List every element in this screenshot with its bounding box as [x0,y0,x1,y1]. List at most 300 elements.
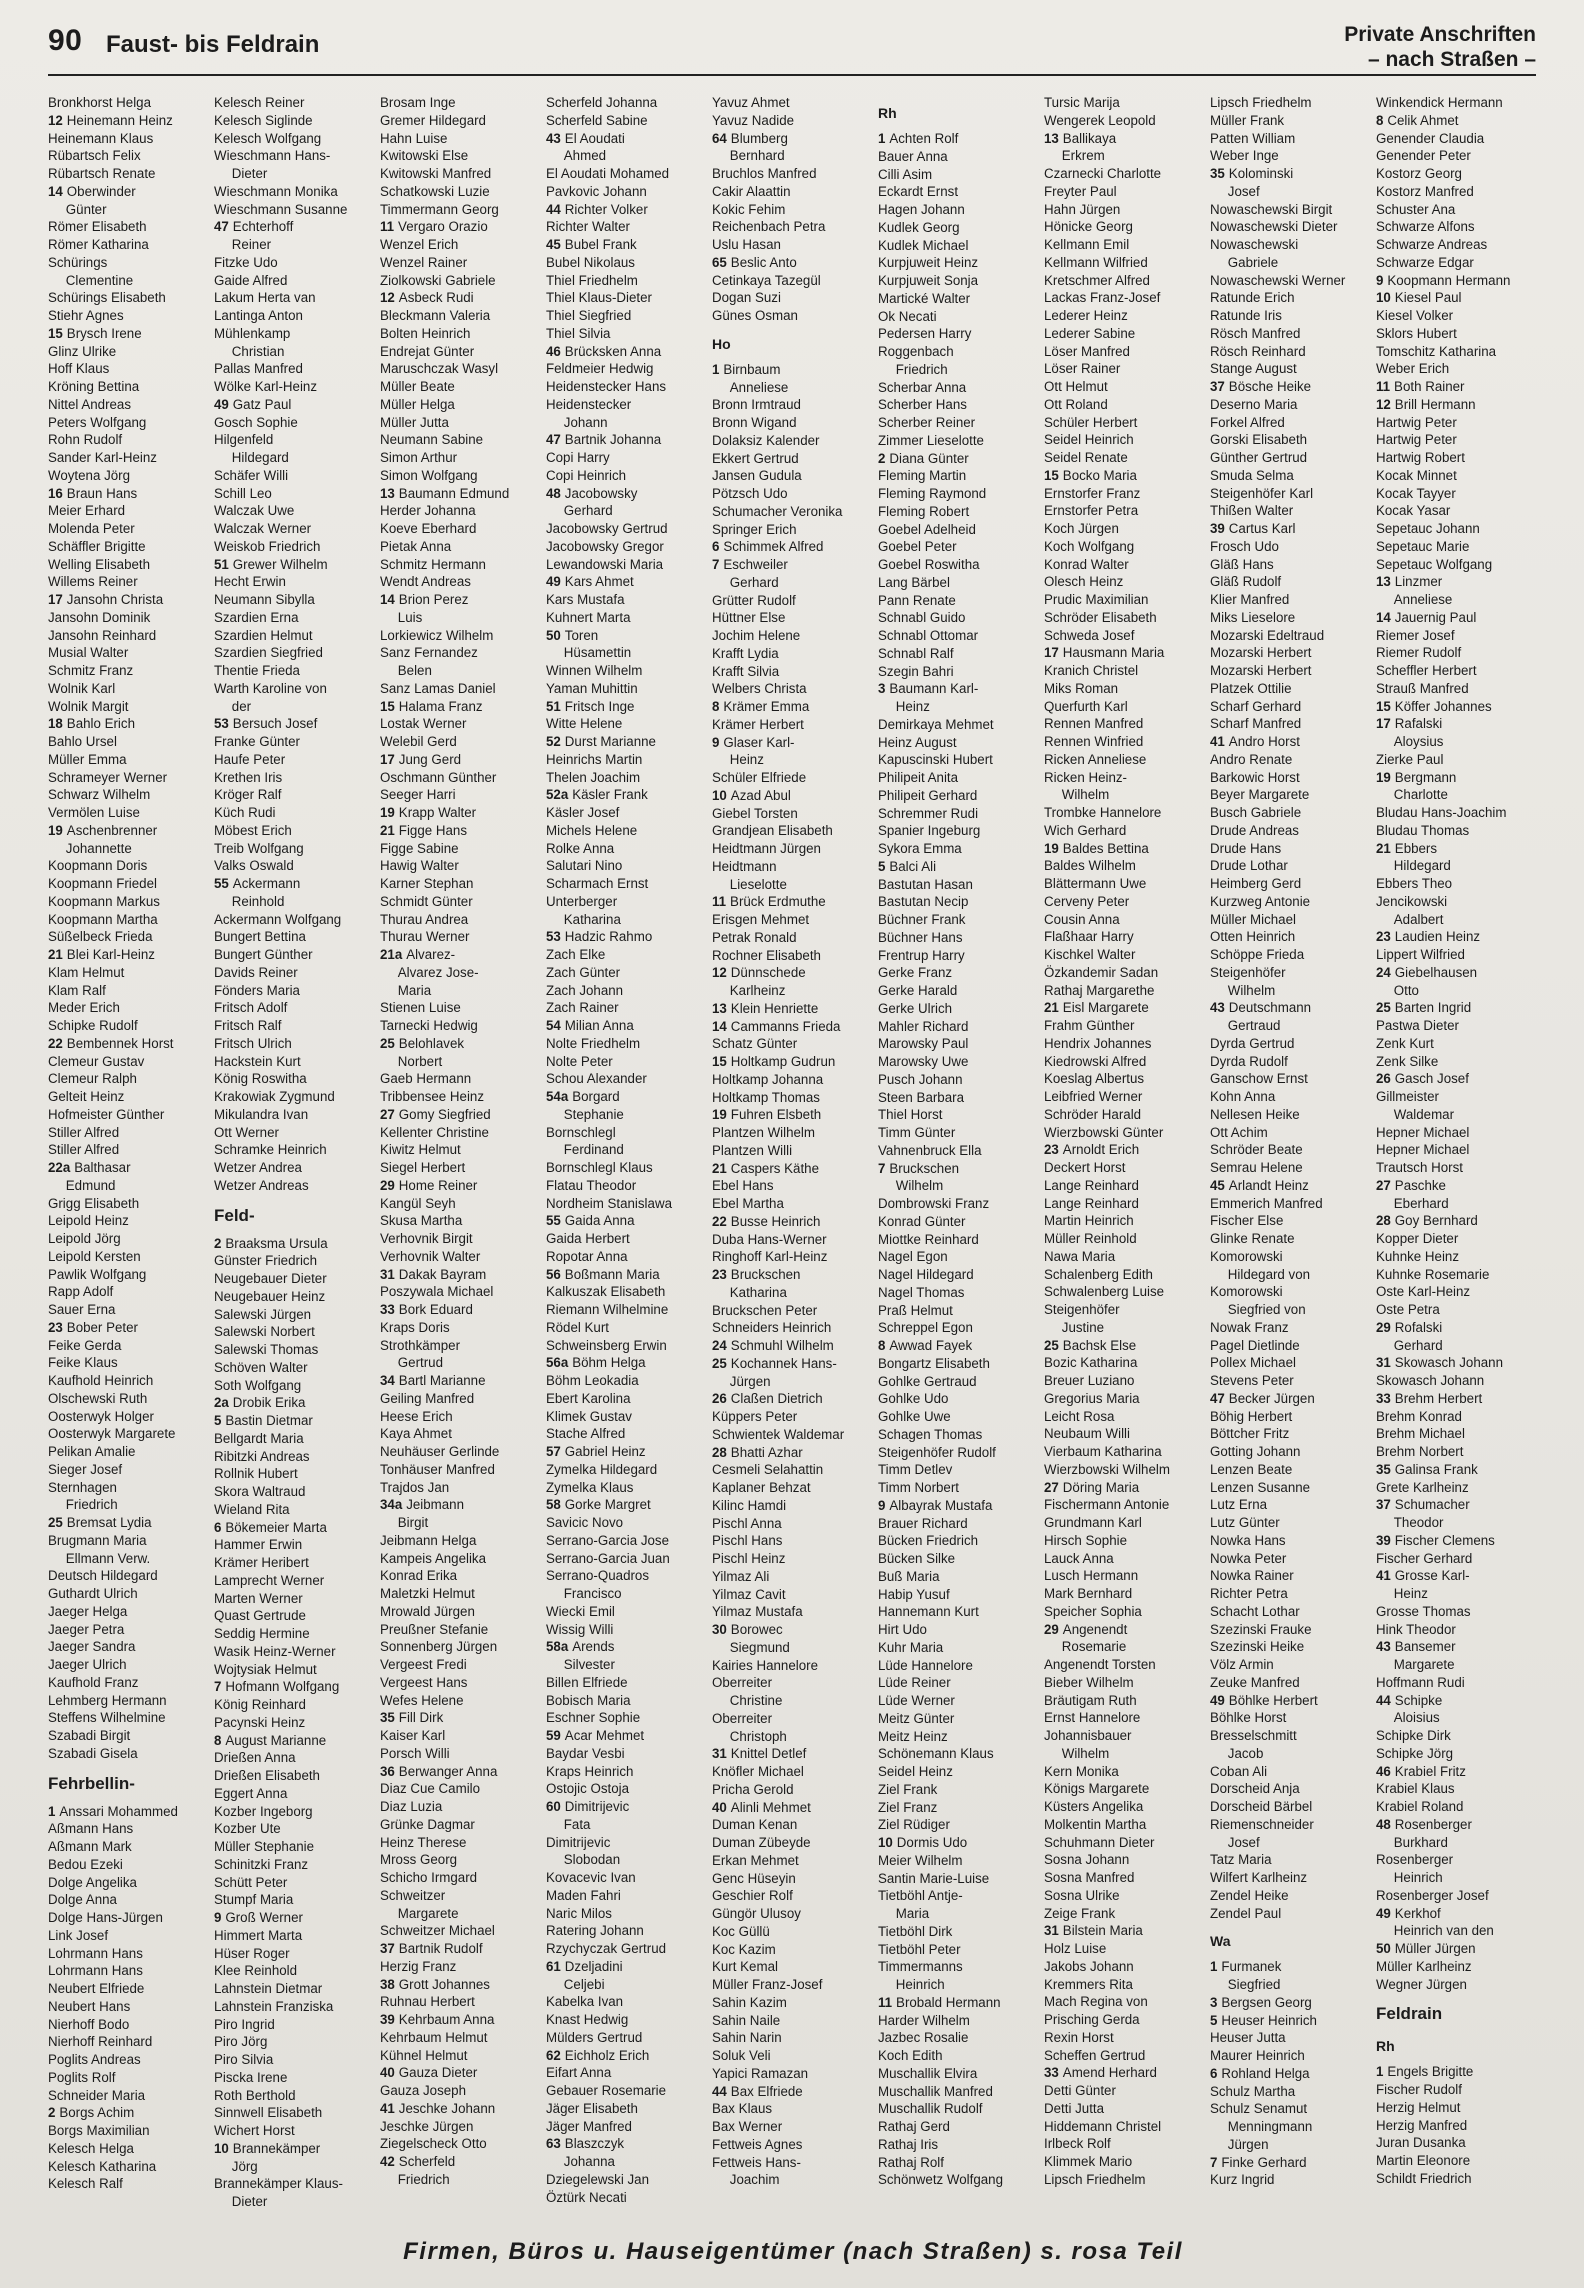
resident-entry: Schweitzer [380,1887,446,1903]
house-number: 56a [546,1355,569,1371]
resident-entry: 27 Paschke [1376,1177,1446,1193]
resident-entry: Riemer Josef [1376,627,1455,643]
resident-entry: Rexin Horst [1044,2029,1114,2045]
resident-entry: Ratunde Erich [1210,290,1295,306]
house-number: 18 [48,716,63,732]
resident-entry: Sklors Hubert [1376,325,1457,341]
resident-entry: Ebel Hans [712,1178,774,1194]
resident-entry: Richter Petra [1210,1586,1288,1601]
resident-entry: Wölke Karl-Heinz [214,379,317,394]
house-number: 23 [1376,929,1391,945]
entry-continuation: Birgit [397,1515,429,1530]
house-number: 46 [1376,1763,1391,1779]
resident-entry: Gaeb Hermann [380,1071,472,1087]
resident-entry: Ernst Hannelore [1044,1710,1141,1726]
resident-entry: Schmitz Franz [48,663,134,678]
entry-continuation: Dieter [231,166,268,181]
resident-entry: Drießen Elisabeth [214,1768,320,1783]
house-number: 53 [546,929,561,945]
house-number: 62 [546,2047,561,2063]
resident-entry: Schuhmann Dieter [1044,1834,1155,1850]
house-number: 7 [1210,2154,1218,2170]
entry-continuation: Reinhold [231,893,285,909]
resident-entry: Hepner Michael [1376,1142,1470,1158]
resident-entry: 64 Blumberg [712,130,788,146]
house-number: 44 [712,2083,727,2099]
house-number: 29 [1376,1319,1391,1335]
resident-entry: Bobisch Maria [546,1692,631,1708]
resident-entry: Schagen Thomas [878,1426,983,1442]
resident-entry: Rathaj Margarethe [1044,982,1155,998]
resident-entry: Zendel Paul [1210,1905,1282,1921]
resident-entry: Patten William [1210,130,1296,146]
resident-entry: Piro Ingrid [214,2016,275,2032]
resident-entry: Jacobowsky Gertrud [546,521,668,536]
resident-entry: Schöven Walter [214,1359,308,1375]
house-number: 8 [878,1338,886,1353]
resident-entry: Lantinga Anton [214,308,303,323]
resident-entry: Kellenter Christine [380,1124,489,1140]
resident-entry: Bronkhorst Helga [48,95,152,110]
resident-entry: Schuster Ana [1376,201,1456,217]
resident-entry: Koch Jürgen [1044,521,1119,536]
house-number: 22a [48,1160,71,1175]
resident-entry: Steigenhöfer [1044,1302,1120,1317]
resident-entry: 27 Gomy Siegfried [380,1106,491,1122]
entry-continuation: Theodor [1393,1515,1444,1530]
resident-entry: Wasik Heinz-Werner [214,1643,336,1659]
resident-entry: Kars Mustafa [546,592,625,607]
resident-entry: Yaman Muhittin [546,680,638,696]
resident-entry: Tietböhl Peter [878,1941,961,1957]
resident-entry: Praß Helmut [878,1302,953,1318]
resident-entry: 17 Hausmann Maria [1044,645,1165,661]
resident-entry: Goebel Roswitha [878,557,980,572]
resident-entry: Wieland Rita [214,1501,290,1517]
resident-entry: Savicic Novo [546,1515,624,1530]
resident-entry: Bludau Thomas [1376,822,1470,838]
resident-entry: Rösch Manfred [1210,325,1301,341]
resident-entry: Clemeur Gustav [48,1053,145,1069]
resident-entry: Oberreiter [712,1710,773,1726]
resident-entry: 11 Brück Erdmuthe [712,894,826,910]
house-number: 58 [546,1497,561,1513]
resident-entry: Wich Gerhard [1044,822,1127,838]
resident-entry: Heinrichs Martin [546,751,643,767]
resident-entry: Borgs Maximilian [48,2123,150,2138]
resident-entry: 8 August Marianne [214,1732,327,1748]
entry-continuation: Heinrich van den [1393,1923,1494,1939]
resident-entry: Kuhnert Marta [546,609,631,625]
house-number: 2 [878,450,886,466]
house-number: 23 [1044,1142,1059,1158]
resident-entry: Philipeit Gerhard [878,787,978,803]
house-number: 5 [1210,2012,1218,2028]
resident-entry: Vermölen Luise [48,805,140,820]
resident-entry: Bax Klaus [712,2101,773,2117]
resident-entry: Neubert Hans [48,1998,131,2014]
resident-entry: Wiecki Emil [546,1603,615,1619]
house-number: 8 [1376,112,1384,128]
resident-entry: 17 Jansohn Christa [48,592,164,607]
house-number: 12 [712,965,727,981]
resident-entry: Pischl Hans [712,1533,783,1549]
resident-entry: Kelesch Katharina [48,2158,157,2174]
resident-entry: Nowka Hans [1210,1532,1286,1548]
resident-entry: 35 Fill Dirk [380,1710,444,1726]
resident-entry: Eschner Sophie [546,1710,641,1726]
entry-continuation: Heinrich [1393,1870,1443,1885]
resident-entry: Koopmann Friedel [48,876,157,891]
resident-entry: Yilmaz Mustafa [712,1604,803,1620]
resident-entry: Reichenbach Petra [712,219,826,235]
resident-entry: Gebauer Rosemarie [546,2083,667,2098]
resident-entry: Schüler Elfriede [712,770,807,785]
resident-entry: Oberreiter [712,1675,773,1691]
resident-entry: Billen Elfriede [546,1674,628,1690]
resident-entry: Gauza Joseph [380,2083,466,2098]
resident-entry: Dolaksiz Kalender [712,432,820,448]
resident-entry: Kurt Kemal [712,1959,778,1975]
resident-entry: 16 Braun Hans [48,485,138,501]
entry-continuation: Margarete [1393,1657,1455,1672]
house-number: 49 [214,396,229,412]
resident-entry: Schröder Harald [1044,1106,1142,1122]
resident-entry: Ott Werner [214,1124,279,1140]
resident-entry: 15 Brysch Irene [48,325,142,341]
resident-entry: Gosch Sophie [214,414,298,430]
resident-entry: Brehm Konrad [1376,1408,1462,1424]
resident-entry: Riemenschneider [1210,1816,1314,1832]
resident-entry: Walczak Uwe [214,503,295,519]
resident-entry: Schatkowski Luzie [380,183,490,199]
resident-entry: Gillmeister [1376,1089,1439,1104]
house-number: 15 [1376,698,1391,714]
section-title [1344,22,1536,72]
resident-entry: Rathaj Iris [878,2136,939,2152]
resident-entry: Szardien Siegfried [214,645,323,661]
resident-entry: Nierhoff Reinhard [48,2034,153,2050]
resident-entry: Zach Günter [546,964,621,980]
house-number: 43 [1376,1639,1391,1655]
resident-entry: Seeger Harri [380,787,456,803]
resident-entry: 49 Böhlke Herbert [1210,1692,1318,1708]
resident-entry: Kabelka Ivan [546,1994,624,2010]
resident-entry: 1 Engels Brigitte [1376,2064,1474,2080]
resident-entry: Zenk Kurt [1376,1035,1434,1051]
resident-entry: Smuda Selma [1210,467,1294,483]
resident-entry: Habip Yusuf [878,1586,950,1602]
resident-entry: Kostorz Manfred [1376,183,1474,199]
resident-entry: 22 Busse Heinrich [712,1213,821,1229]
resident-entry: Heinz Therese [380,1834,467,1850]
entry-continuation: Jürgen [729,1373,771,1389]
resident-entry: Kaufhold Franz [48,1674,139,1690]
resident-entry: 49 Kars Ahmet [546,574,634,590]
resident-entry: Schneiders Heinrich [712,1320,832,1336]
resident-entry: Detti Jutta [1044,2100,1105,2116]
resident-entry: Knast Hedwig [546,2012,629,2027]
resident-entry: Lorkiewicz Wilhelm [380,627,494,643]
resident-entry: Konrad Erika [380,1568,458,1584]
resident-entry: Steffens Wilhelmine [48,1710,166,1726]
resident-entry: Busch Gabriele [1210,805,1302,820]
resident-entry: Müller Helga [380,396,455,412]
resident-entry: Ratunde Iris [1210,308,1282,323]
resident-entry: Erkan Mehmet [712,1852,799,1868]
resident-entry: Pastwa Dieter [1376,1018,1460,1033]
resident-entry: Hepner Michael [1376,1124,1470,1140]
resident-entry: Krafft Silvia [712,663,780,679]
resident-entry: Link Josef [48,1927,109,1943]
resident-entry: Schwalenberg Luise [1044,1284,1165,1300]
resident-entry: Kurpjuweit Heinz [878,255,979,271]
resident-entry: Nierhoff Bodo [48,2016,130,2032]
resident-entry: Wichert Horst [214,2123,295,2138]
resident-entry: Kovacevic Ivan [546,1870,636,1885]
resident-entry: Ziel Franz [878,1799,938,1815]
resident-entry: Bongartz Elisabeth [878,1355,990,1371]
resident-entry: Kwitowski Manfred [380,166,492,181]
resident-entry: 28 Bhatti Azhar [712,1444,803,1460]
resident-entry: Rosenberger [1376,1852,1454,1868]
resident-entry: Ekkert Gertrud [712,450,799,466]
resident-entry: Bornschlegl [546,1124,616,1140]
resident-entry: Herzig Helmut [1376,2099,1461,2115]
resident-entry: 14 Brion Perez [380,592,469,607]
resident-entry: 14 Oberwinder [48,183,136,199]
entry-continuation: Silvester [563,1657,615,1672]
resident-entry: Konrad Günter [878,1213,966,1229]
resident-entry: Sanz Lamas Daniel [380,680,496,696]
resident-entry: 18 Bahlo Erich [48,716,135,732]
resident-entry: Jaeger Sandra [48,1639,136,1655]
house-number: 31 [380,1266,395,1282]
resident-entry: 7 Bruckschen [878,1160,960,1176]
resident-entry: Wieschmann Susanne [214,201,348,217]
resident-entry: Herder Johanna [380,503,476,519]
resident-entry: Zymelka Klaus [546,1479,634,1495]
resident-entry: Bungert Bettina [214,929,306,945]
resident-entry: 50 Müller Jürgen [1376,1941,1476,1956]
resident-entry: Schwarze Edgar [1376,254,1474,270]
resident-entry: Goebel Peter [878,539,957,555]
entry-continuation: Jürgen [1227,2136,1269,2152]
house-number: 42 [380,2154,395,2169]
resident-entry: 13 Baumann Edmund [380,485,510,501]
house-number: 11 [878,1994,893,2010]
entry-continuation: Gerhard [1393,1337,1443,1353]
resident-entry: Neumann Sibylla [214,592,315,607]
resident-entry: Kilinc Hamdi [712,1497,787,1513]
resident-entry: Rolke Anna [546,840,615,856]
resident-entry: Kokic Fehim [712,201,786,217]
resident-entry: Thentie Frieda [214,663,300,678]
resident-entry: Holz Luise [1044,1941,1107,1956]
resident-entry: Szardien Helmut [214,627,313,643]
resident-entry: Sander Karl-Heinz [48,450,157,465]
resident-entry: Szabadi Gisela [48,1745,138,1761]
resident-entry: Leibfried Werner [1044,1089,1143,1104]
house-number: 35 [380,1710,395,1726]
resident-entry: Schütt Peter [214,1874,288,1890]
resident-entry: Mozarski Herbert [1210,645,1312,661]
resident-entry: Salewski Thomas [214,1342,319,1357]
resident-entry: Nowka Rainer [1210,1568,1294,1584]
resident-entry: 34 Bartl Marianne [380,1373,486,1388]
resident-entry: Grigg Elisabeth [48,1195,140,1211]
resident-entry: 46 Krabiel Fritz [1376,1763,1466,1779]
resident-entry: Gremer Hildegard [380,112,486,128]
resident-entry: Kaplaner Behzat [712,1480,811,1495]
resident-entry: 33 Bork Eduard [380,1302,473,1317]
resident-entry: 14 Jauernig Paul [1376,609,1477,625]
resident-entry: 7 Finke Gerhard [1210,2154,1307,2170]
resident-entry: Freyter Paul [1044,183,1117,199]
resident-entry: Grünke Dagmar [380,1816,475,1832]
entry-continuation: Bernhard [729,148,785,164]
resident-entry: Kuhnke Heinz [1376,1248,1460,1264]
resident-entry: Glinz Ulrike [48,343,117,359]
house-number: 10 [712,787,727,803]
resident-entry: Seidel Renate [1044,450,1128,465]
resident-entry: Rübartsch Felix [48,148,141,164]
house-number: 59 [546,1728,561,1743]
resident-entry: Brehm Norbert [1376,1444,1464,1459]
resident-entry: Hönicke Georg [1044,219,1133,235]
resident-entry: Timmermanns [878,1959,963,1975]
resident-entry: Wissig Willi [546,1621,614,1637]
resident-entry: Czarnecki Charlotte [1044,166,1162,181]
resident-entry: Stiehr Agnes [48,308,124,323]
resident-entry: Dogan Suzi [712,290,781,306]
resident-entry: Diaz Cue Camilo [380,1781,481,1797]
house-number: 14 [380,592,395,607]
resident-entry: Pusch Johann [878,1071,963,1087]
resident-entry: Feike Klaus [48,1355,118,1371]
resident-entry: Strothkämper [380,1337,461,1353]
resident-entry: Nowaschewski Birgit [1210,201,1333,217]
entry-continuation: Clementine [65,272,134,288]
resident-entry: 19 Bergmann [1376,769,1457,785]
resident-entry: 55 Gaida Anna [546,1213,635,1229]
resident-entry: Maletzki Helmut [380,1586,475,1601]
resident-entry: Schäffler Brigitte [48,538,146,554]
resident-entry: Lange Reinhard [1044,1177,1139,1193]
entry-continuation: Christoph [729,1728,787,1744]
resident-entry: Güngör Ulusoy [712,1906,801,1921]
resident-entry: 39 Cartus Karl [1210,521,1296,536]
resident-entry: Möbest Erich [214,822,292,838]
house-number: 3 [878,681,886,697]
resident-entry: Lange Reinhard [1044,1195,1139,1211]
house-number: 19 [380,805,395,820]
house-number: 47 [214,219,229,235]
resident-entry: Baldes Wilhelm [1044,858,1136,874]
house-number: 48 [1376,1816,1391,1832]
house-number: 19 [712,1107,727,1123]
resident-entry: Brugmann Maria [48,1532,147,1548]
resident-entry: Kischkel Walter [1044,947,1136,962]
house-number: 29 [380,1177,395,1193]
house-number: 40 [712,1799,727,1815]
resident-entry: Peters Wolfgang [48,414,147,430]
resident-entry: 9 Groß Werner [214,1910,303,1925]
resident-entry: Witte Helene [546,716,623,732]
resident-entry: Genender Peter [1376,148,1471,164]
resident-entry: Stevens Peter [1210,1373,1294,1388]
resident-entry: 19 Aschenbrenner [48,822,158,838]
house-number: 30 [712,1622,727,1637]
resident-entry: 35 Galinsa Frank [1376,1461,1478,1477]
entry-continuation: Gerhard [563,503,613,519]
resident-entry: Wierzbowski Wilhelm [1044,1461,1170,1477]
resident-entry: Hannemann Kurt [878,1604,979,1620]
resident-entry: Poglits Andreas [48,2052,141,2067]
entry-continuation: Wilhelm [1061,787,1110,803]
resident-entry: Stange August [1210,361,1297,377]
entry-continuation: Hildegard [231,450,289,465]
resident-entry: Knöfler Michael [712,1764,804,1779]
resident-entry: 19 Krapp Walter [380,805,477,820]
resident-entry: Szezinski Heike [1210,1639,1305,1655]
resident-entry: Buß Maria [878,1568,940,1584]
resident-entry: Piro Silvia [214,2052,274,2067]
house-number: 25 [1376,1000,1391,1016]
house-number: 38 [380,1976,395,1992]
resident-entry: Ebel Martha [712,1196,784,1211]
resident-entry: 7 Hofmann Wolfgang [214,1679,340,1695]
resident-entry: 51 Fritsch Inge [546,698,635,714]
house-number: 25 [712,1355,727,1371]
resident-entry: 15 Holtkamp Gudrun [712,1054,836,1069]
resident-entry: Oosterwyk Margarete [48,1426,176,1442]
resident-entry: Scheffler Herbert [1376,663,1477,678]
resident-entry: Steigenhöfer Rudolf [878,1444,996,1460]
resident-entry: 1 Achten Rolf [878,131,959,146]
resident-entry: 56a Böhm Helga [546,1355,646,1371]
column-7 [1044,94,1206,2234]
resident-entry: Hecht Erwin [214,574,286,590]
resident-entry: Dolge Hans-Jürgen [48,1910,163,1925]
house-number: 5 [878,858,886,874]
resident-entry: Lüde Werner [878,1693,955,1708]
resident-entry: Böhm Leokadia [546,1373,639,1388]
resident-entry: Klier Manfred [1210,592,1290,607]
entry-continuation: Hildegard von [1227,1266,1311,1282]
resident-entry: 13 Ballikaya [1044,130,1117,146]
resident-entry: Schönemann Klaus [878,1746,994,1762]
resident-entry: Simon Wolfgang [380,467,478,483]
resident-entry: Leicht Rosa [1044,1408,1115,1424]
resident-entry: 10 Dormis Udo [878,1835,968,1850]
resident-entry: Nowka Peter [1210,1550,1287,1566]
entry-continuation: Maria [397,982,432,998]
entry-continuation: Siegmund [729,1639,790,1655]
house-number: 51 [546,698,561,714]
resident-entry: Zymelka Hildegard [546,1461,658,1477]
entry-continuation: Hüsamettin [563,645,632,661]
resident-entry: Valks Oswald [214,858,294,874]
resident-entry: 1 Furmanek [1210,1959,1282,1975]
resident-entry: Schröder Elisabeth [1044,609,1157,625]
house-number: 15 [48,325,63,341]
house-number: 47 [1210,1390,1225,1406]
resident-entry: Schacht Lothar [1210,1603,1300,1619]
resident-entry: 12 Brill Hermann [1376,396,1476,412]
resident-entry: Haufe Peter [214,751,286,767]
resident-entry: Schmidt Günter [380,893,473,909]
